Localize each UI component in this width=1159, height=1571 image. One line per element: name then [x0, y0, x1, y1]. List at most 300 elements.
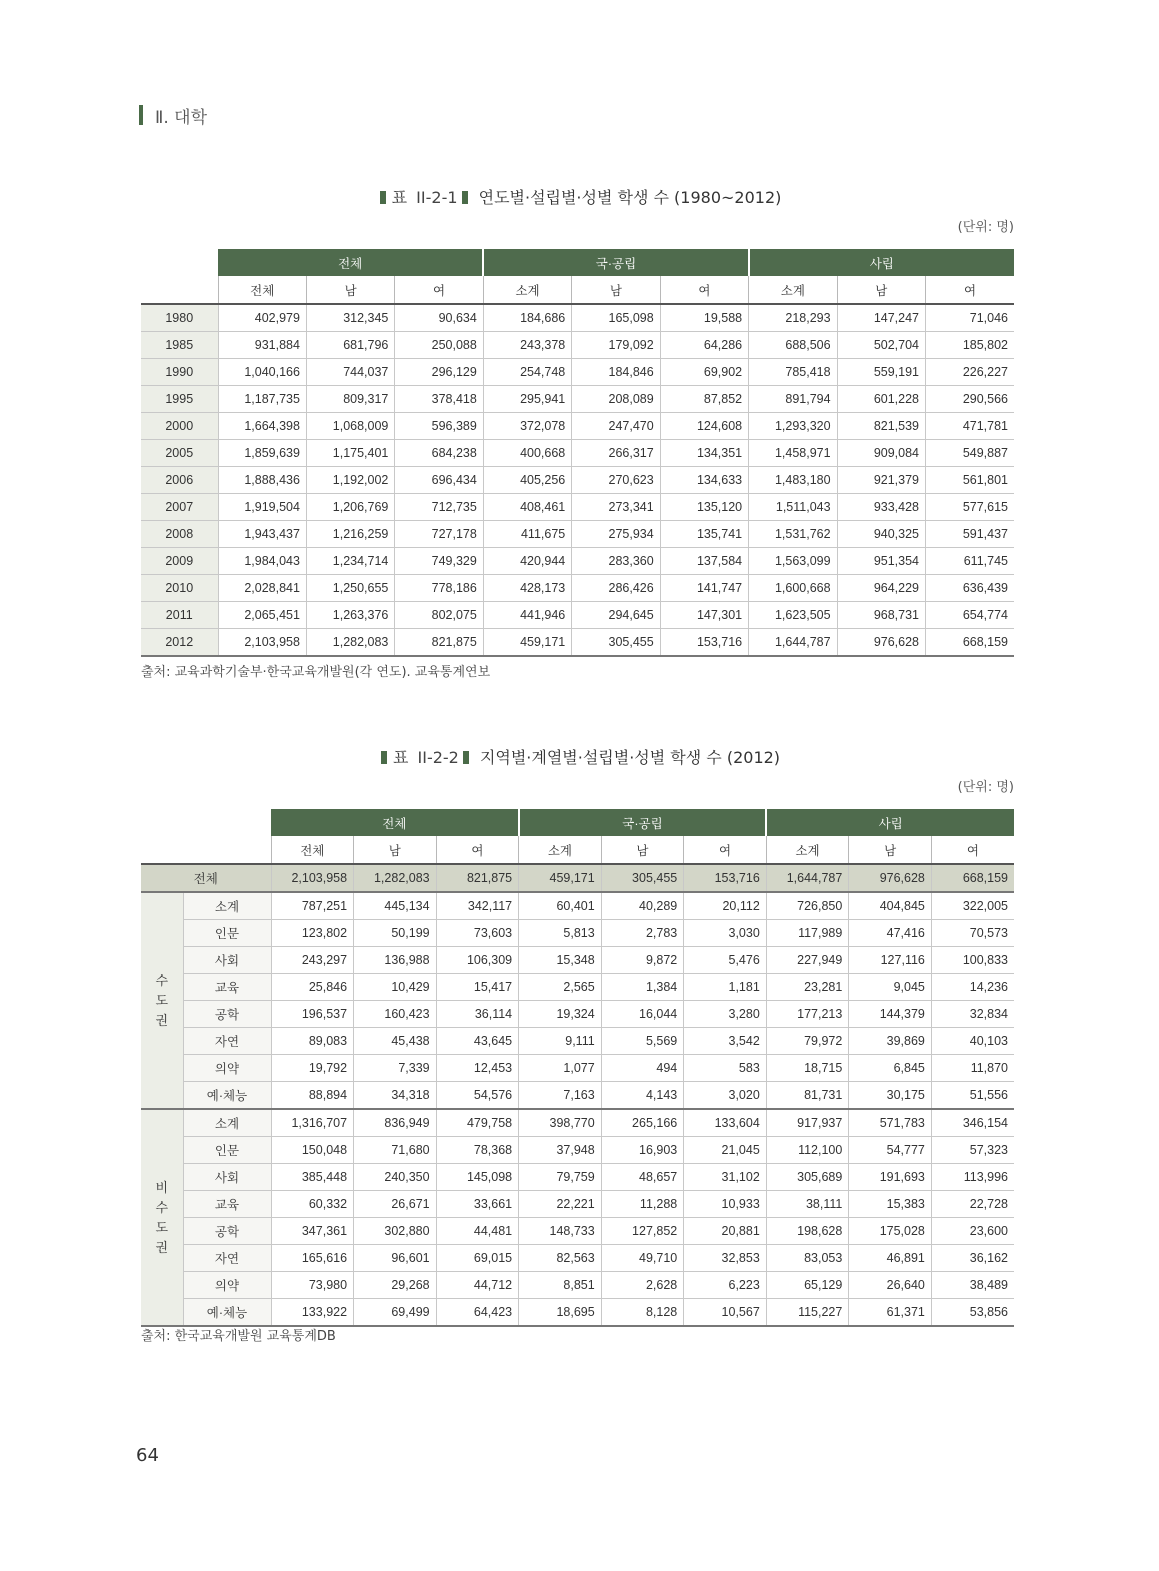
value-cell: 47,416 — [849, 920, 932, 947]
table-row — [141, 1218, 1014, 1245]
value-cell: 243,297 — [271, 947, 354, 974]
value-cell: 36,114 — [436, 1001, 519, 1028]
value-cell: 254,748 — [483, 359, 571, 386]
value-cell: 405,256 — [483, 467, 571, 494]
year-cell: 2009 — [141, 548, 218, 575]
year-cell: 2005 — [141, 440, 218, 467]
value-cell: 7,163 — [519, 1082, 602, 1110]
value-cell: 3,020 — [684, 1082, 767, 1110]
value-cell: 968,731 — [837, 602, 925, 629]
field-cell: 교육 — [183, 1191, 271, 1218]
value-cell: 408,461 — [483, 494, 571, 521]
value-cell: 124,608 — [660, 413, 748, 440]
value-cell: 54,576 — [436, 1082, 519, 1110]
year-cell: 2006 — [141, 467, 218, 494]
column-header: 남 — [837, 276, 925, 304]
value-cell: 681,796 — [306, 332, 394, 359]
value-cell: 40,289 — [601, 892, 684, 920]
table-row — [141, 947, 1014, 974]
value-cell: 45,438 — [354, 1028, 437, 1055]
value-cell: 240,350 — [354, 1164, 437, 1191]
value-cell: 38,111 — [766, 1191, 849, 1218]
region-cell — [141, 1109, 183, 1326]
value-cell: 459,171 — [519, 864, 602, 892]
value-cell: 179,092 — [572, 332, 660, 359]
value-cell: 5,476 — [684, 947, 767, 974]
value-cell: 428,173 — [483, 575, 571, 602]
value-cell: 53,856 — [931, 1299, 1014, 1327]
value-cell: 696,434 — [395, 467, 483, 494]
value-cell: 1,563,099 — [749, 548, 837, 575]
table-row — [141, 974, 1014, 1001]
value-cell: 135,741 — [660, 521, 748, 548]
year-cell: 1980 — [141, 304, 218, 332]
value-cell: 964,229 — [837, 575, 925, 602]
value-cell: 18,695 — [519, 1299, 602, 1327]
table-row — [141, 629, 1014, 657]
column-header: 여 — [395, 276, 483, 304]
field-cell: 자연 — [183, 1245, 271, 1272]
value-cell: 2,028,841 — [218, 575, 306, 602]
value-cell: 347,361 — [271, 1218, 354, 1245]
caption-label: 표 — [391, 188, 408, 207]
field-cell: 공학 — [183, 1001, 271, 1028]
value-cell: 79,972 — [766, 1028, 849, 1055]
value-cell: 290,566 — [926, 386, 1015, 413]
value-cell: 37,948 — [519, 1137, 602, 1164]
value-cell: 165,616 — [271, 1245, 354, 1272]
value-cell: 5,569 — [601, 1028, 684, 1055]
year-cell: 1985 — [141, 332, 218, 359]
value-cell: 185,802 — [926, 332, 1015, 359]
table-row — [141, 1299, 1014, 1327]
value-cell: 296,129 — [395, 359, 483, 386]
value-cell: 16,044 — [601, 1001, 684, 1028]
group-header-private: 사립 — [749, 249, 1014, 276]
column-header: 여 — [931, 836, 1014, 864]
value-cell: 1,644,787 — [749, 629, 837, 657]
table-row — [141, 521, 1014, 548]
value-cell: 218,293 — [749, 304, 837, 332]
value-cell: 305,689 — [766, 1164, 849, 1191]
value-cell: 976,628 — [837, 629, 925, 657]
value-cell: 931,884 — [218, 332, 306, 359]
value-cell: 22,221 — [519, 1191, 602, 1218]
value-cell: 312,345 — [306, 304, 394, 332]
value-cell: 20,112 — [684, 892, 767, 920]
value-cell: 726,850 — [766, 892, 849, 920]
table1-sub-header — [141, 276, 1014, 304]
value-cell: 51,556 — [931, 1082, 1014, 1110]
value-cell: 778,186 — [395, 575, 483, 602]
value-cell: 1,384 — [601, 974, 684, 1001]
year-cell: 2007 — [141, 494, 218, 521]
value-cell: 6,845 — [849, 1055, 932, 1082]
value-cell: 342,117 — [436, 892, 519, 920]
value-cell: 909,084 — [837, 440, 925, 467]
value-cell: 411,675 — [483, 521, 571, 548]
value-cell: 61,371 — [849, 1299, 932, 1327]
value-cell: 15,417 — [436, 974, 519, 1001]
value-cell: 1,206,769 — [306, 494, 394, 521]
value-cell: 88,894 — [271, 1082, 354, 1110]
value-cell: 177,213 — [766, 1001, 849, 1028]
value-cell: 113,996 — [931, 1164, 1014, 1191]
column-header: 남 — [572, 276, 660, 304]
value-cell: 60,332 — [271, 1191, 354, 1218]
value-cell: 1,282,083 — [306, 629, 394, 657]
value-cell: 1,511,043 — [749, 494, 837, 521]
value-cell: 15,383 — [849, 1191, 932, 1218]
value-cell: 30,175 — [849, 1082, 932, 1110]
value-cell: 1,192,002 — [306, 467, 394, 494]
value-cell: 1,282,083 — [354, 864, 437, 892]
value-cell: 933,428 — [837, 494, 925, 521]
value-cell: 1,187,735 — [218, 386, 306, 413]
value-cell: 57,323 — [931, 1137, 1014, 1164]
value-cell: 160,423 — [354, 1001, 437, 1028]
value-cell: 135,120 — [660, 494, 748, 521]
corner-cell — [141, 836, 271, 864]
value-cell: 208,089 — [572, 386, 660, 413]
value-cell: 31,102 — [684, 1164, 767, 1191]
value-cell: 4,143 — [601, 1082, 684, 1110]
value-cell: 32,834 — [931, 1001, 1014, 1028]
value-cell: 18,715 — [766, 1055, 849, 1082]
table2-group-header — [141, 809, 1014, 836]
value-cell: 196,537 — [271, 1001, 354, 1028]
value-cell: 294,645 — [572, 602, 660, 629]
value-cell: 668,159 — [926, 629, 1015, 657]
value-cell: 133,604 — [684, 1109, 767, 1137]
caption-title: 지역별·계열별·설립별·성별 학생 수 (2012) — [479, 748, 781, 767]
value-cell: 976,628 — [849, 864, 932, 892]
value-cell: 8,851 — [519, 1272, 602, 1299]
value-cell: 1,263,376 — [306, 602, 394, 629]
column-header: 남 — [306, 276, 394, 304]
group-header-total: 전체 — [218, 249, 483, 276]
field-cell: 교육 — [183, 974, 271, 1001]
value-cell: 247,470 — [572, 413, 660, 440]
caption-marker-right — [462, 191, 468, 204]
value-cell: 147,247 — [837, 304, 925, 332]
column-header: 전체 — [271, 836, 354, 864]
value-cell: 69,499 — [354, 1299, 437, 1327]
region-label: 비 수 도 권 — [155, 1179, 169, 1255]
value-cell: 502,704 — [837, 332, 925, 359]
value-cell: 459,171 — [483, 629, 571, 657]
value-cell: 14,236 — [931, 974, 1014, 1001]
total-row-label: 전체 — [141, 864, 271, 892]
value-cell: 184,846 — [572, 359, 660, 386]
value-cell: 19,324 — [519, 1001, 602, 1028]
caption-number: II-2-1 — [416, 188, 458, 207]
value-cell: 1,175,401 — [306, 440, 394, 467]
table-row — [141, 1191, 1014, 1218]
table-row — [141, 440, 1014, 467]
section-header — [139, 104, 207, 126]
value-cell: 49,710 — [601, 1245, 684, 1272]
value-cell: 23,600 — [931, 1218, 1014, 1245]
value-cell: 3,280 — [684, 1001, 767, 1028]
group-header-public: 국·공립 — [483, 249, 748, 276]
table1-group-header — [141, 249, 1014, 276]
value-cell: 89,083 — [271, 1028, 354, 1055]
table1-source: 출처: 교육과학기술부·한국교육개발원(각 연도). 교육통계연보 — [141, 665, 491, 680]
value-cell: 398,770 — [519, 1109, 602, 1137]
column-header: 여 — [436, 836, 519, 864]
value-cell: 127,852 — [601, 1218, 684, 1245]
value-cell: 43,645 — [436, 1028, 519, 1055]
value-cell: 136,988 — [354, 947, 437, 974]
value-cell: 787,251 — [271, 892, 354, 920]
value-cell: 153,716 — [684, 864, 767, 892]
value-cell: 9,872 — [601, 947, 684, 974]
value-cell: 917,937 — [766, 1109, 849, 1137]
value-cell: 175,028 — [849, 1218, 932, 1245]
value-cell: 19,792 — [271, 1055, 354, 1082]
group-header-private: 사립 — [766, 809, 1014, 836]
value-cell: 112,100 — [766, 1137, 849, 1164]
corner-cell — [141, 276, 218, 304]
value-cell: 26,671 — [354, 1191, 437, 1218]
field-cell: 자연 — [183, 1028, 271, 1055]
value-cell: 9,111 — [519, 1028, 602, 1055]
value-cell: 144,379 — [849, 1001, 932, 1028]
value-cell: 273,341 — [572, 494, 660, 521]
value-cell: 10,429 — [354, 974, 437, 1001]
year-cell: 2000 — [141, 413, 218, 440]
value-cell: 684,238 — [395, 440, 483, 467]
value-cell: 191,693 — [849, 1164, 932, 1191]
value-cell: 8,128 — [601, 1299, 684, 1327]
value-cell: 134,351 — [660, 440, 748, 467]
value-cell: 137,584 — [660, 548, 748, 575]
column-header: 소계 — [766, 836, 849, 864]
value-cell: 71,680 — [354, 1137, 437, 1164]
value-cell: 378,418 — [395, 386, 483, 413]
value-cell: 688,506 — [749, 332, 837, 359]
caption-label: 표 — [392, 748, 409, 767]
value-cell: 549,887 — [926, 440, 1015, 467]
corner-cell — [141, 249, 218, 276]
value-cell: 198,628 — [766, 1218, 849, 1245]
value-cell: 668,159 — [931, 864, 1014, 892]
value-cell: 404,845 — [849, 892, 932, 920]
value-cell: 821,875 — [436, 864, 519, 892]
value-cell: 10,933 — [684, 1191, 767, 1218]
value-cell: 295,941 — [483, 386, 571, 413]
value-cell: 26,640 — [849, 1272, 932, 1299]
value-cell: 1,984,043 — [218, 548, 306, 575]
value-cell: 96,601 — [354, 1245, 437, 1272]
value-cell: 2,565 — [519, 974, 602, 1001]
page-number: 64 — [136, 1445, 159, 1466]
value-cell: 184,686 — [483, 304, 571, 332]
caption-number: II-2-2 — [417, 748, 459, 767]
value-cell: 153,716 — [660, 629, 748, 657]
table1 — [141, 249, 1014, 657]
value-cell: 591,437 — [926, 521, 1015, 548]
year-cell: 2012 — [141, 629, 218, 657]
value-cell: 940,325 — [837, 521, 925, 548]
value-cell: 1,250,655 — [306, 575, 394, 602]
value-cell: 21,045 — [684, 1137, 767, 1164]
value-cell: 1,623,505 — [749, 602, 837, 629]
value-cell: 749,329 — [395, 548, 483, 575]
table-row — [141, 1055, 1014, 1082]
value-cell: 402,979 — [218, 304, 306, 332]
value-cell: 25,846 — [271, 974, 354, 1001]
total-row — [141, 864, 1014, 892]
field-cell: 예·체능 — [183, 1082, 271, 1110]
value-cell: 1,293,320 — [749, 413, 837, 440]
column-header: 남 — [354, 836, 437, 864]
value-cell: 87,852 — [660, 386, 748, 413]
value-cell: 22,728 — [931, 1191, 1014, 1218]
value-cell: 148,733 — [519, 1218, 602, 1245]
value-cell: 266,317 — [572, 440, 660, 467]
value-cell: 20,881 — [684, 1218, 767, 1245]
value-cell: 471,781 — [926, 413, 1015, 440]
value-cell: 2,103,958 — [271, 864, 354, 892]
value-cell: 54,777 — [849, 1137, 932, 1164]
column-header: 남 — [849, 836, 932, 864]
value-cell: 19,588 — [660, 304, 748, 332]
value-cell: 583 — [684, 1055, 767, 1082]
value-cell: 785,418 — [749, 359, 837, 386]
value-cell: 571,783 — [849, 1109, 932, 1137]
value-cell: 1,600,668 — [749, 575, 837, 602]
value-cell: 29,268 — [354, 1272, 437, 1299]
value-cell: 12,453 — [436, 1055, 519, 1082]
value-cell: 44,712 — [436, 1272, 519, 1299]
value-cell: 2,065,451 — [218, 602, 306, 629]
column-header: 소계 — [519, 836, 602, 864]
value-cell: 9,045 — [849, 974, 932, 1001]
value-cell: 1,040,166 — [218, 359, 306, 386]
value-cell: 226,227 — [926, 359, 1015, 386]
table-row — [141, 602, 1014, 629]
table2-caption — [141, 746, 1014, 770]
value-cell: 283,360 — [572, 548, 660, 575]
value-cell: 809,317 — [306, 386, 394, 413]
year-cell: 1995 — [141, 386, 218, 413]
column-header: 전체 — [218, 276, 306, 304]
year-cell: 1990 — [141, 359, 218, 386]
value-cell: 243,378 — [483, 332, 571, 359]
region-label: 수 도 권 — [155, 972, 169, 1028]
table-row — [141, 1245, 1014, 1272]
table-row — [141, 386, 1014, 413]
value-cell: 6,223 — [684, 1272, 767, 1299]
value-cell: 346,154 — [931, 1109, 1014, 1137]
value-cell: 83,053 — [766, 1245, 849, 1272]
value-cell: 821,875 — [395, 629, 483, 657]
field-cell: 인문 — [183, 920, 271, 947]
column-header: 남 — [601, 836, 684, 864]
value-cell: 15,348 — [519, 947, 602, 974]
value-cell: 141,747 — [660, 575, 748, 602]
value-cell: 2,628 — [601, 1272, 684, 1299]
value-cell: 69,902 — [660, 359, 748, 386]
value-cell: 227,949 — [766, 947, 849, 974]
table-row — [141, 332, 1014, 359]
value-cell: 744,037 — [306, 359, 394, 386]
value-cell: 64,286 — [660, 332, 748, 359]
value-cell: 1,644,787 — [766, 864, 849, 892]
caption-marker-right — [463, 751, 469, 764]
value-cell: 322,005 — [931, 892, 1014, 920]
value-cell: 1,664,398 — [218, 413, 306, 440]
field-cell: 의약 — [183, 1272, 271, 1299]
table-row — [141, 1272, 1014, 1299]
caption-marker-left — [381, 751, 387, 764]
year-cell: 2010 — [141, 575, 218, 602]
value-cell: 60,401 — [519, 892, 602, 920]
table-row — [141, 1028, 1014, 1055]
value-cell: 836,949 — [354, 1109, 437, 1137]
table-row — [141, 575, 1014, 602]
value-cell: 420,944 — [483, 548, 571, 575]
value-cell: 127,116 — [849, 947, 932, 974]
value-cell: 40,103 — [931, 1028, 1014, 1055]
value-cell: 372,078 — [483, 413, 571, 440]
field-cell: 인문 — [183, 1137, 271, 1164]
value-cell: 654,774 — [926, 602, 1015, 629]
value-cell: 38,489 — [931, 1272, 1014, 1299]
year-cell: 2011 — [141, 602, 218, 629]
value-cell: 559,191 — [837, 359, 925, 386]
value-cell: 1,483,180 — [749, 467, 837, 494]
table-row — [141, 892, 1014, 920]
table-row — [141, 1164, 1014, 1191]
value-cell: 69,015 — [436, 1245, 519, 1272]
value-cell: 48,657 — [601, 1164, 684, 1191]
value-cell: 286,426 — [572, 575, 660, 602]
value-cell: 147,301 — [660, 602, 748, 629]
field-cell: 공학 — [183, 1218, 271, 1245]
value-cell: 951,354 — [837, 548, 925, 575]
column-header: 소계 — [483, 276, 571, 304]
value-cell: 150,048 — [271, 1137, 354, 1164]
field-cell: 소계 — [183, 892, 271, 920]
value-cell: 445,134 — [354, 892, 437, 920]
field-cell: 소계 — [183, 1109, 271, 1137]
value-cell: 115,227 — [766, 1299, 849, 1327]
value-cell: 33,661 — [436, 1191, 519, 1218]
table-row — [141, 1082, 1014, 1110]
value-cell: 561,801 — [926, 467, 1015, 494]
value-cell: 1,531,762 — [749, 521, 837, 548]
value-cell: 11,870 — [931, 1055, 1014, 1082]
value-cell: 100,833 — [931, 947, 1014, 974]
value-cell: 3,542 — [684, 1028, 767, 1055]
table-row — [141, 920, 1014, 947]
value-cell: 73,603 — [436, 920, 519, 947]
group-header-public: 국·공립 — [519, 809, 767, 836]
value-cell: 16,903 — [601, 1137, 684, 1164]
value-cell: 596,389 — [395, 413, 483, 440]
value-cell: 611,745 — [926, 548, 1015, 575]
value-cell: 921,379 — [837, 467, 925, 494]
value-cell: 270,623 — [572, 467, 660, 494]
value-cell: 3,030 — [684, 920, 767, 947]
field-cell: 의약 — [183, 1055, 271, 1082]
table-row — [141, 304, 1014, 332]
value-cell: 5,813 — [519, 920, 602, 947]
value-cell: 891,794 — [749, 386, 837, 413]
